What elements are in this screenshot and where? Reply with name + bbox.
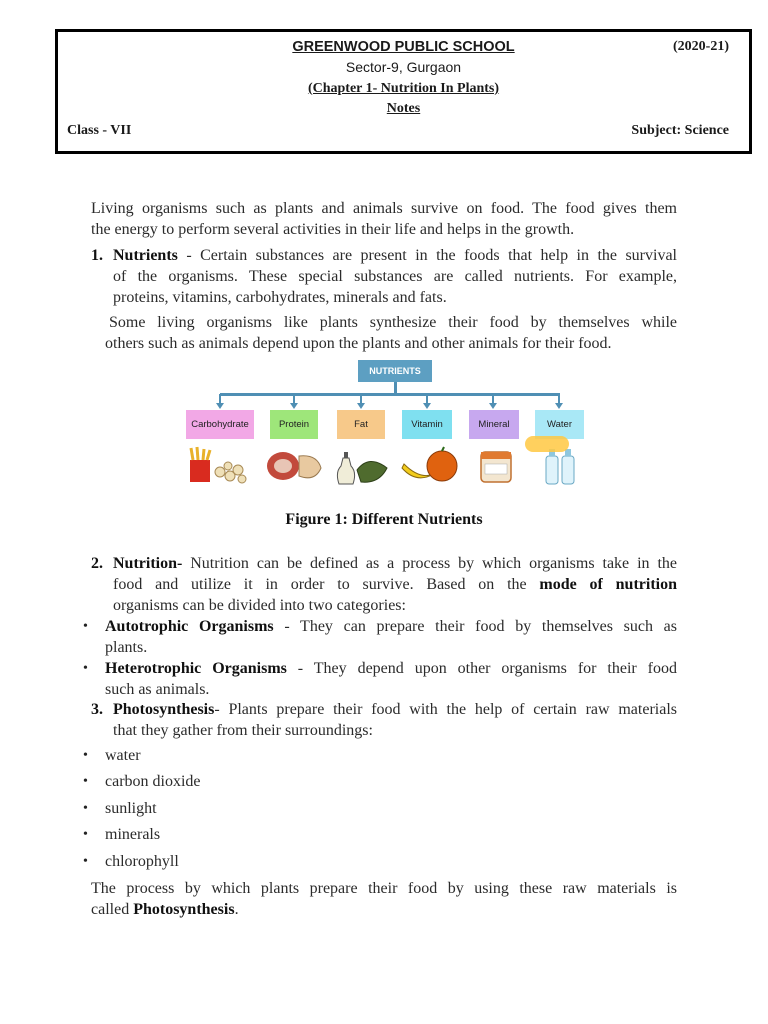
closing-period: . bbox=[234, 901, 239, 918]
nutrient-box-protein: Protein bbox=[270, 410, 318, 439]
heterotrophic-text-1: - They depend upon other organisms for their food bbox=[286, 660, 677, 677]
nutrient-box-carbohydrate: Carbohydrate bbox=[186, 410, 254, 439]
nutrients-diagram bbox=[180, 358, 590, 488]
subject-label: Subject: Science bbox=[631, 123, 729, 138]
header-box bbox=[55, 29, 752, 154]
mode-of-nutrition-term: mode of nutrition bbox=[539, 576, 678, 593]
nutrition-text-1: Nutrition can be defined as a process by which organisms take in the bbox=[182, 555, 677, 572]
bullet-icon: • bbox=[83, 827, 88, 842]
arrow-down-icon bbox=[423, 403, 431, 409]
photosynthesis-text-1: - Plants prepare their food with the help of certain raw materials bbox=[214, 701, 677, 718]
photosynthesis-line-1 bbox=[113, 699, 677, 720]
closing-line-2 bbox=[91, 899, 239, 920]
highlight-mark bbox=[525, 436, 569, 452]
item-number-1: 1. bbox=[91, 247, 103, 264]
nutrient-box-mineral: Mineral bbox=[469, 410, 519, 439]
arrow-down-icon bbox=[216, 403, 224, 409]
bullet-icon: • bbox=[83, 748, 88, 763]
nutrients-head-box: NUTRIENTS bbox=[358, 360, 432, 382]
nutrition-line-3: organisms can be divided into two categories: bbox=[113, 597, 406, 614]
photosynthesis-term: Photosynthesis bbox=[113, 701, 215, 718]
vitamin-foods-icon bbox=[400, 446, 460, 486]
raw-material-item: minerals bbox=[105, 826, 161, 843]
bullet-icon: • bbox=[83, 661, 88, 676]
bullet-icon: • bbox=[83, 801, 88, 816]
nutrient-box-vitamin: Vitamin bbox=[402, 410, 452, 439]
nutrients-line-3: proteins, vitamins, carbohydrates, minerals and fats. bbox=[113, 289, 447, 306]
mineral-foods-icon bbox=[476, 446, 516, 486]
fat-foods-icon bbox=[335, 446, 391, 486]
bullet-icon: • bbox=[83, 854, 88, 869]
synth-line-2: others such as animals depend upon the plants and other animals for their food. bbox=[105, 335, 612, 352]
autotrophic-line-2: plants. bbox=[105, 639, 148, 656]
academic-year: (2020-21) bbox=[673, 39, 729, 54]
synth-line-1: Some living organisms like plants synthesize their food by themselves while bbox=[109, 314, 677, 331]
notes-title: Notes bbox=[386, 101, 421, 116]
heterotrophic-term: Heterotrophic Organisms bbox=[105, 660, 287, 677]
closing-text: called bbox=[91, 901, 134, 918]
class-label: Class - VII bbox=[67, 123, 132, 138]
arrow-down-icon bbox=[555, 403, 563, 409]
raw-material-item: chlorophyll bbox=[105, 853, 179, 870]
heterotrophic-line-2: such as animals. bbox=[105, 681, 210, 698]
item-number-3: 3. bbox=[91, 701, 103, 718]
nutrition-text-2: food and utilize it in order to survive. Based on the bbox=[113, 576, 540, 593]
intro-line-2: the energy to perform several activities in their life and helps in the growth. bbox=[91, 221, 575, 238]
nutrition-line-1 bbox=[113, 553, 677, 574]
autotrophic-text-1: - They can prepare their food by themselves such as bbox=[273, 618, 678, 635]
figure-caption: Figure 1: Different Nutrients bbox=[285, 511, 483, 528]
intro-line-1: Living organisms such as plants and animals survive on food. The food gives them bbox=[91, 200, 677, 217]
photosynthesis-line-2: that they gather from their surroundings: bbox=[113, 722, 373, 739]
school-name: GREENWOOD PUBLIC SCHOOL bbox=[292, 39, 515, 55]
chapter-title: (Chapter 1- Nutrition In Plants) bbox=[307, 81, 500, 96]
nutrients-line-1 bbox=[113, 245, 677, 266]
nutrition-term: Nutrition- bbox=[113, 555, 183, 572]
nutrients-text-1: - Certain substances are present in the foods that help in the survival bbox=[177, 247, 677, 264]
nutrient-box-water: Water bbox=[535, 410, 584, 439]
arrow-down-icon bbox=[290, 403, 298, 409]
item-number-2: 2. bbox=[91, 555, 103, 572]
nutrients-term: Nutrients bbox=[113, 247, 178, 264]
bullet-icon: • bbox=[83, 619, 88, 634]
autotrophic-term: Autotrophic Organisms bbox=[105, 618, 274, 635]
water-bottles-icon bbox=[540, 446, 580, 486]
closing-line-1: The process by which plants prepare their food by using these raw materials is bbox=[91, 880, 677, 897]
carbohydrate-foods-icon bbox=[186, 446, 250, 486]
arrow-down-icon bbox=[357, 403, 365, 409]
autotrophic-line-1 bbox=[105, 616, 677, 637]
raw-material-item: water bbox=[105, 747, 141, 764]
raw-material-item: sunlight bbox=[105, 800, 157, 817]
photosynthesis-closing-term: Photosynthesis bbox=[133, 901, 235, 918]
heterotrophic-line-1 bbox=[105, 658, 677, 679]
nutrients-line-2: of the organisms. These special substances are called nutrients. For example, bbox=[113, 268, 677, 285]
raw-material-item: carbon dioxide bbox=[105, 773, 201, 790]
arrow-down-icon bbox=[489, 403, 497, 409]
nutrition-line-2 bbox=[113, 574, 677, 595]
protein-foods-icon bbox=[265, 446, 325, 486]
connector-horizontal bbox=[220, 393, 560, 396]
nutrient-box-fat: Fat bbox=[337, 410, 385, 439]
school-address: Sector-9, Gurgaon bbox=[345, 59, 462, 75]
bullet-icon: • bbox=[83, 774, 88, 789]
